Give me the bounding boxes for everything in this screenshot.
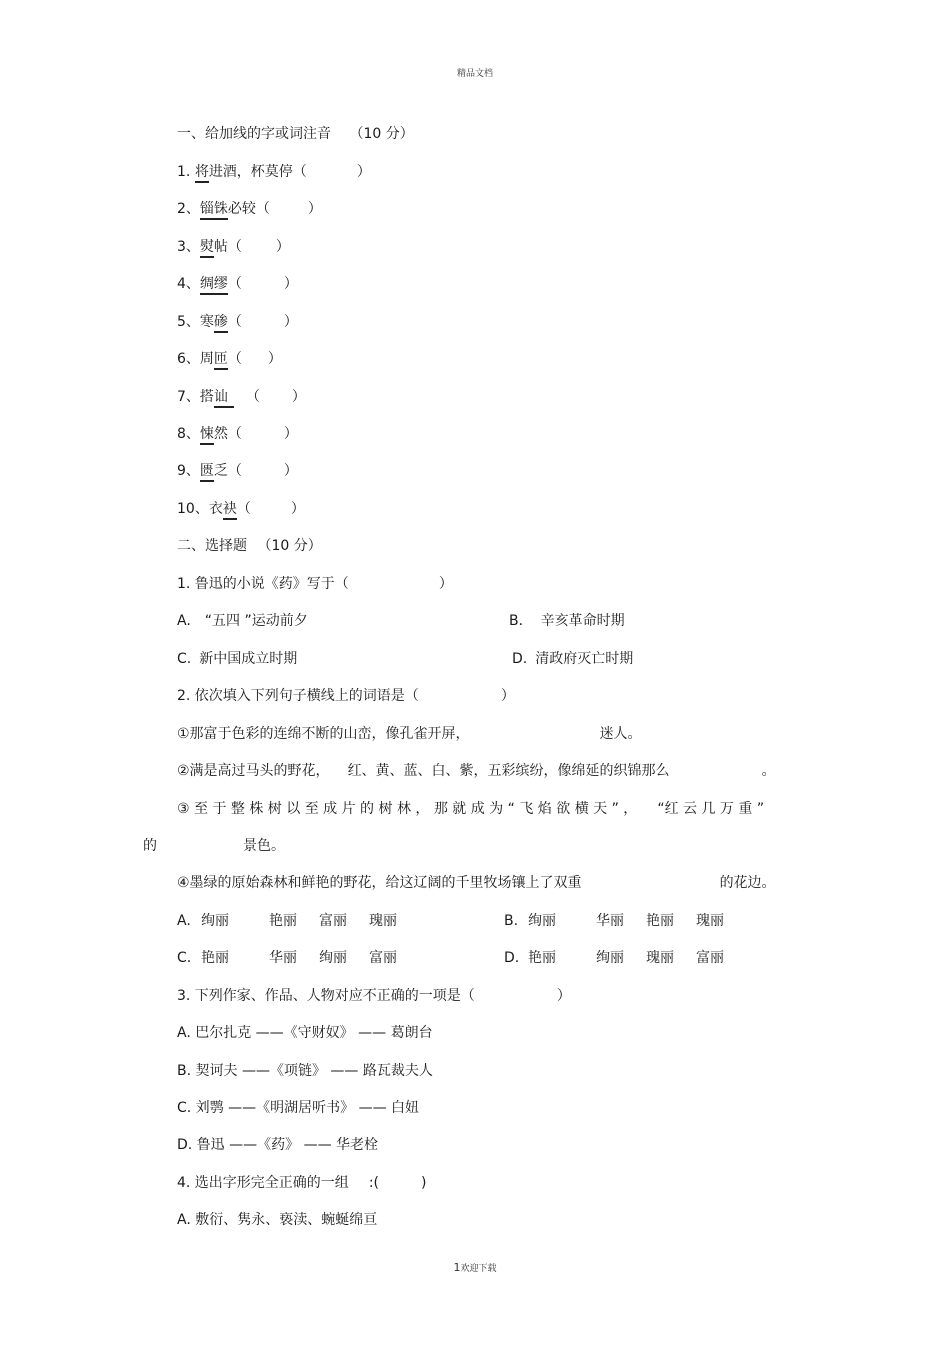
q2-option-d <box>504 949 724 967</box>
close-paren: ） <box>500 688 515 704</box>
q3-stem-text: 3. 下列作家、作品、人物对应不正确的一项是（ <box>177 988 475 1004</box>
q2-option-c <box>177 949 397 967</box>
q1-option-b <box>509 612 625 630</box>
q2-sentence-3 <box>177 800 764 818</box>
item-num: 5、 <box>177 314 200 330</box>
page-footer <box>0 1261 950 1274</box>
option-letter: D. <box>512 651 528 667</box>
option-word: 富丽 <box>319 913 347 929</box>
item-num: 1. <box>177 164 195 180</box>
option-text: 辛亥革命时期 <box>540 613 625 629</box>
sentence-text: 景色。 <box>243 838 285 854</box>
item-text: （ <box>227 351 242 367</box>
s1-item-5 <box>177 313 298 331</box>
close-paren: ） <box>275 239 290 255</box>
item-text: 然（ <box>213 426 242 442</box>
option-text: 清政府灭亡时期 <box>535 651 634 667</box>
q2-sentence-4 <box>177 874 776 892</box>
sentence-text: 的 <box>143 838 157 854</box>
footer-text: 欢迎下载 <box>460 1264 497 1274</box>
underlined-word: 匮 <box>200 463 214 482</box>
option-word: 艳丽 <box>646 913 674 929</box>
underlined-word: 讪 <box>214 389 234 408</box>
q3-option-b: B. 契诃夫 ——《项链》 —— 路瓦裁夫人 <box>177 1063 433 1079</box>
option-word: 绚丽 <box>528 913 556 929</box>
underlined-word: 熨 <box>200 239 214 258</box>
item-text: 进酒，杯莫停（ <box>208 164 307 180</box>
s1-item-3 <box>177 238 290 256</box>
underlined-word: 将 <box>195 164 209 183</box>
s1-item-8 <box>177 425 298 443</box>
option-word: 瑰丽 <box>369 913 397 929</box>
sentence-text: ③ 至 于 整 株 树 以 至 成 片 的 树 林 ， 那 就 成 为 “ 飞 焰 欲 横 天 ” ， <box>177 801 638 817</box>
q3-stem <box>177 987 571 1005</box>
item-text: 周 <box>199 351 214 367</box>
q2-sentence-1 <box>177 725 642 743</box>
option-word: 瑰丽 <box>646 950 674 966</box>
q3-option-c: C. 刘鹗 ——《明湖居听书》 —— 白妞 <box>177 1100 420 1116</box>
page-header: 精品文档 <box>456 69 493 79</box>
item-num: 9、 <box>177 463 200 479</box>
page-number: 1 <box>453 1261 461 1274</box>
option-text: 新中国成立时期 <box>199 651 298 667</box>
item-text: 必较（ <box>227 201 270 217</box>
underlined-word: 碜 <box>214 314 228 333</box>
sentence-text: ②满是高过马头的野花， <box>177 763 330 779</box>
underlined-word: 袂 <box>223 501 237 520</box>
close-paren: ） <box>283 276 298 292</box>
option-letter: A. <box>177 613 191 629</box>
item-num: 7、 <box>177 389 200 405</box>
close-paren: ） <box>283 463 298 479</box>
underlined-word: 锱铢 <box>200 201 228 220</box>
item-text: （ <box>236 501 251 517</box>
s1-item-2 <box>177 200 322 218</box>
q1-stem-text: 1. 鲁迅的小说《药》写于（ <box>177 576 349 592</box>
option-word: 绚丽 <box>596 950 624 966</box>
item-text: （ <box>227 314 242 330</box>
q2-option-b <box>504 912 724 930</box>
option-text: “五四 ”运动前夕 <box>204 613 308 629</box>
section-2-title-text: 二、选择题 <box>177 538 247 554</box>
q1-option-c <box>177 650 297 668</box>
option-letter: A. <box>177 913 191 929</box>
underlined-word: 绸缪 <box>200 276 228 295</box>
option-word: 瑰丽 <box>696 913 724 929</box>
option-word: 绚丽 <box>201 913 229 929</box>
option-word: 艳丽 <box>201 950 229 966</box>
item-text: 搭 <box>199 389 214 405</box>
section-1-title-text: 一、给加线的字或词注音 <box>177 126 331 142</box>
q1-option-d <box>512 650 633 668</box>
option-word: 华丽 <box>596 913 624 929</box>
option-word: 富丽 <box>369 950 397 966</box>
q2-sentence-2 <box>177 762 776 780</box>
close-paren: ） <box>556 988 571 1004</box>
q2-stem-text: 2. 依次填入下列句子横线上的词语是（ <box>177 688 419 704</box>
s1-item-1 <box>177 163 371 181</box>
close-paren: ） <box>438 576 453 592</box>
option-word: 绚丽 <box>319 950 347 966</box>
close-paren: ） <box>267 351 282 367</box>
sentence-text: 迷人。 <box>599 726 642 742</box>
close-paren: ) <box>421 1175 427 1191</box>
item-num: 4、 <box>177 276 200 292</box>
q3-option-a: A. 巴尔扎克 ——《守财奴》 —— 葛朗台 <box>177 1025 433 1041</box>
q2-option-a <box>177 912 397 930</box>
option-letter: D. <box>504 950 520 966</box>
sentence-text: “红 云 几 万 重 ” <box>657 801 765 817</box>
close-paren: ） <box>283 314 298 330</box>
item-num: 3、 <box>177 239 200 255</box>
s1-item-7 <box>177 388 306 406</box>
q4-paren-open: :( <box>368 1175 379 1191</box>
sentence-text: ④墨绿的原始森林和鲜艳的野花，给这辽阔的千里牧场镶上了双重 <box>177 875 582 891</box>
option-word: 艳丽 <box>269 913 297 929</box>
item-text: （ <box>227 276 242 292</box>
underlined-word: 匝 <box>214 351 228 370</box>
sentence-text: 。 <box>761 763 776 779</box>
sentence-text: ①那富于色彩的连绵不断的山峦，像孔雀开屏， <box>177 726 470 742</box>
sentence-text: 红、黄、蓝、白、紫，五彩缤纷，像绵延的织锦那么 <box>347 763 670 779</box>
q1-stem <box>177 575 453 593</box>
item-num: 6、 <box>177 351 200 367</box>
item-text: 衣 <box>208 501 223 517</box>
q3-option-d: D. 鲁迅 ——《药》 —— 华老栓 <box>177 1137 379 1153</box>
close-paren: ） <box>283 426 298 442</box>
option-letter: C. <box>177 950 192 966</box>
item-text: 寒 <box>199 314 214 330</box>
s1-item-10 <box>177 500 305 518</box>
option-letter: B． <box>509 613 533 629</box>
item-text: 帖（ <box>213 239 242 255</box>
close-paren: ） <box>356 164 371 180</box>
s1-item-6 <box>177 350 282 368</box>
item-text: 乏（ <box>213 463 242 479</box>
close-paren: ） <box>290 501 305 517</box>
option-letter: B. <box>504 913 519 929</box>
q4-stem <box>177 1174 426 1192</box>
item-num: 2、 <box>177 201 200 217</box>
s1-item-4 <box>177 275 298 293</box>
close-paren: ） <box>307 201 322 217</box>
item-num: 10、 <box>177 501 209 517</box>
option-word: 艳丽 <box>528 950 556 966</box>
q1-option-a <box>177 612 308 630</box>
option-letter: C. <box>177 651 192 667</box>
option-word: 富丽 <box>696 950 724 966</box>
q2-stem <box>177 687 515 705</box>
q2-sentence-3-cont <box>143 837 285 855</box>
section-2-score: （10 分） <box>257 538 322 554</box>
s1-item-9 <box>177 462 298 480</box>
item-num: 8、 <box>177 426 200 442</box>
q4-option-a: A. 敷衍、隽永、亵渎、蜿蜒绵亘 <box>177 1212 378 1228</box>
option-word: 华丽 <box>269 950 297 966</box>
underlined-word: 悚 <box>200 426 214 445</box>
item-text: （ <box>245 389 260 405</box>
close-paren: ） <box>291 389 306 405</box>
section-1-title <box>177 125 414 143</box>
section-2-title <box>177 537 322 555</box>
section-1-score: （10 分） <box>349 126 414 142</box>
q4-stem-text: 4. 选出字形完全正确的一组 <box>177 1175 349 1191</box>
sentence-text: 的花边。 <box>719 875 776 891</box>
